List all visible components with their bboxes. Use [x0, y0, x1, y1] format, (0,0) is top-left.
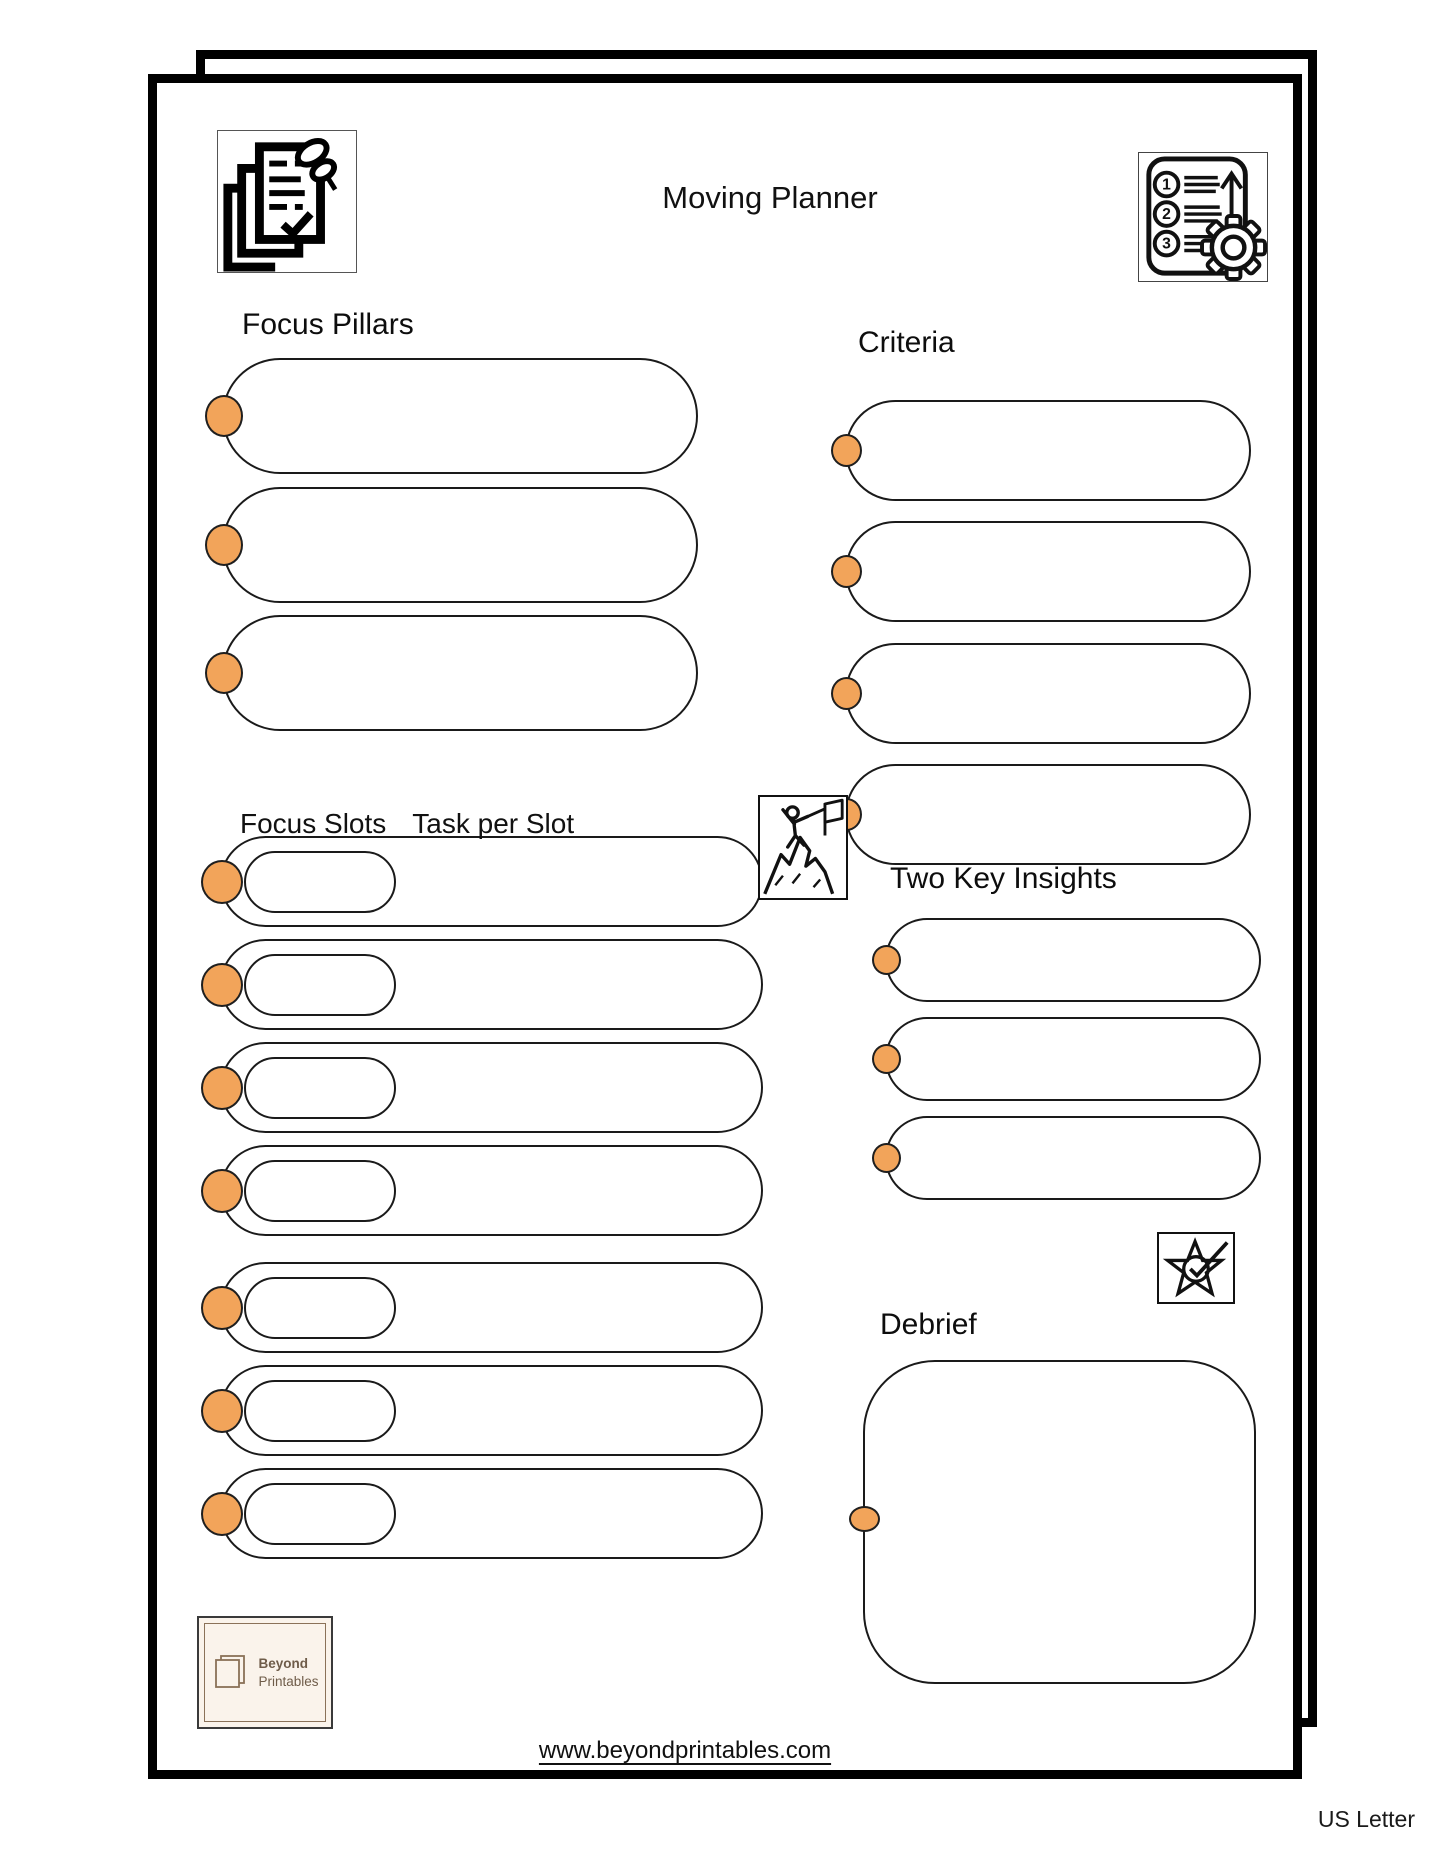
focus-pillar-slot-3[interactable]	[222, 615, 698, 731]
focus-pillar-slot-2[interactable]	[222, 487, 698, 603]
bullet-dot	[205, 395, 243, 437]
footer-url-wrap	[435, 1737, 935, 1765]
focus-slot-row-2[interactable]	[220, 939, 763, 1030]
focus-slot-field[interactable]	[244, 1380, 396, 1442]
list-digit-2: 2	[1162, 205, 1171, 223]
stacked-pages-icon	[211, 1653, 251, 1693]
insight-slot-2[interactable]	[885, 1017, 1261, 1101]
debrief-heading: Debrief	[880, 1308, 977, 1341]
bullet-dot	[872, 945, 901, 975]
focus-pillar-slot-1[interactable]	[222, 358, 698, 474]
bullet-dot	[201, 1066, 243, 1110]
pinned-notes-icon	[217, 130, 357, 273]
focus-slot-row-6[interactable]	[220, 1365, 763, 1456]
bullet-dot	[831, 434, 862, 467]
focus-slot-field[interactable]	[244, 954, 396, 1016]
bullet-dot	[201, 1389, 243, 1433]
criteria-slot-2[interactable]	[845, 521, 1251, 622]
focus-slot-field[interactable]	[244, 1483, 396, 1545]
focus-slots-label: Focus Slots	[240, 808, 387, 839]
star-checkmark-icon	[1157, 1232, 1235, 1304]
list-digit-3: 3	[1162, 235, 1171, 253]
bullet-dot	[205, 652, 243, 694]
focus-pillars-heading: Focus Pillars	[242, 308, 414, 341]
bullet-dot	[831, 677, 862, 710]
bullet-dot	[849, 1506, 880, 1532]
two-key-insights-heading: Two Key Insights	[890, 862, 1117, 895]
criteria-slot-1[interactable]	[845, 400, 1251, 501]
bullet-dot	[201, 1169, 243, 1213]
focus-slot-field[interactable]	[244, 851, 396, 913]
focus-slots-heading	[240, 808, 574, 840]
logo-name-line2: Printables	[258, 1673, 319, 1689]
debrief-field[interactable]	[863, 1360, 1256, 1684]
insight-slot-3[interactable]	[885, 1116, 1261, 1200]
focus-slot-row-7[interactable]	[220, 1468, 763, 1559]
logo-name-line1: Beyond	[258, 1655, 308, 1671]
bullet-dot	[201, 1492, 243, 1536]
bullet-dot	[205, 524, 243, 566]
focus-slot-row-4[interactable]	[220, 1145, 763, 1236]
focus-slot-row-5[interactable]	[220, 1262, 763, 1353]
bullet-dot	[201, 963, 243, 1007]
criteria-heading: Criteria	[858, 326, 955, 359]
bullet-dot	[831, 555, 862, 588]
criteria-slot-3[interactable]	[845, 643, 1251, 744]
insight-slot-1[interactable]	[885, 918, 1261, 1002]
task-per-slot-label: Task per Slot	[412, 808, 575, 839]
bullet-dot	[201, 1286, 243, 1330]
focus-slot-row-1[interactable]	[220, 836, 763, 927]
bullet-dot	[872, 1044, 901, 1074]
bullet-dot	[201, 860, 243, 904]
list-digit-1: 1	[1162, 176, 1171, 194]
mountain-climber-flag-icon	[758, 795, 848, 900]
page-title: Moving Planner	[662, 180, 878, 215]
paper-size-label: US Letter	[1317, 1806, 1415, 1832]
focus-slot-row-3[interactable]	[220, 1042, 763, 1133]
focus-slot-field[interactable]	[244, 1277, 396, 1339]
focus-slot-field[interactable]	[244, 1160, 396, 1222]
brand-logo	[197, 1616, 333, 1729]
bullet-dot	[872, 1143, 901, 1173]
focus-slot-field[interactable]	[244, 1057, 396, 1119]
criteria-slot-4[interactable]	[845, 764, 1251, 865]
numbered-list-gear-icon	[1138, 152, 1268, 282]
footer-link[interactable]: www.beyondprintables.com	[538, 1737, 832, 1764]
